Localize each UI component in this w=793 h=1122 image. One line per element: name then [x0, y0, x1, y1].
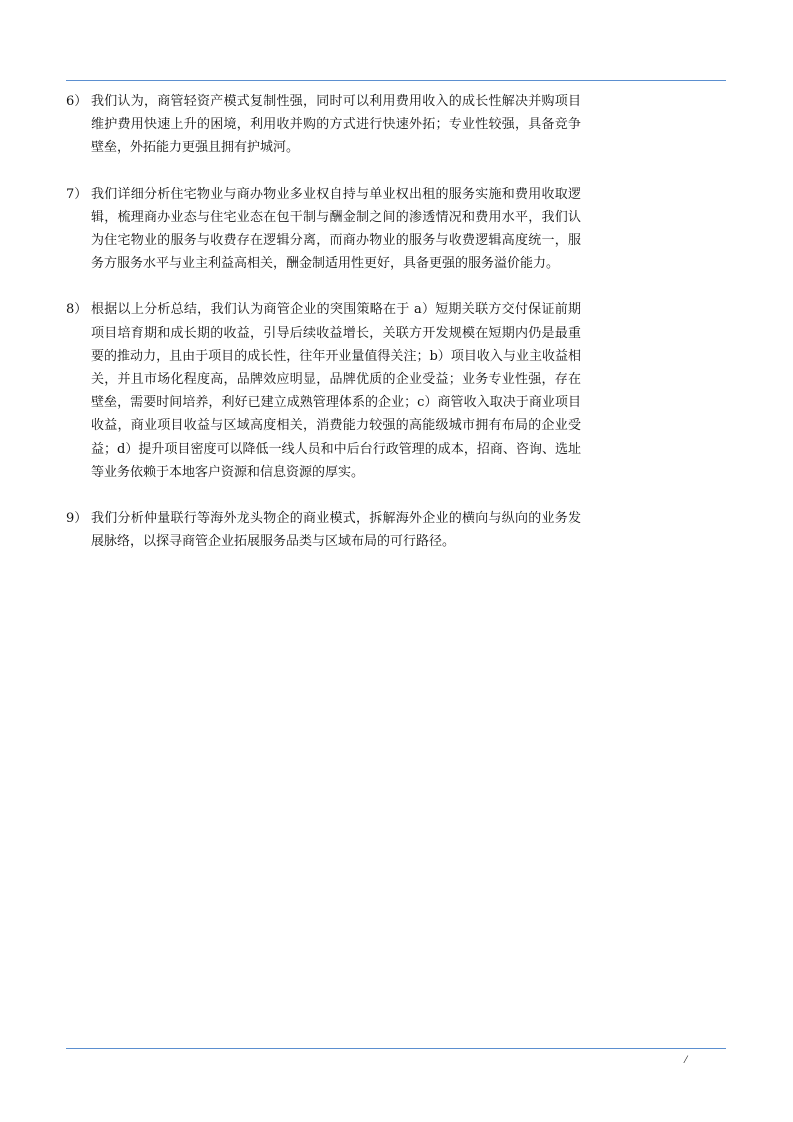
- list-item: [66, 298, 581, 484]
- list-item-number: 7）: [66, 186, 88, 202]
- body-content: [66, 90, 581, 576]
- list-item-number: 8）: [66, 302, 88, 318]
- list-item-text: 我们分析仲量联行等海外龙头物企的商业模式，拆解海外企业的横向与纵向的业务发展脉络，以探寻商管企业拓展服务品类与区域布局的可行路径。: [91, 511, 581, 550]
- footer-rule: [66, 1048, 726, 1049]
- list-item-text: 我们认为，商管轻资产模式复制性强，同时可以利用费用收入的成长性解决并购项目维护费用快速上升的困境，利用收并购的方式进行快速外拓；专业性较强，具备竞争壁垒，外拓能力更强且拥有护城河。: [91, 94, 581, 156]
- list-item-text: 我们详细分析住宅物业与商办物业多业权自持与单业权出租的服务实施和费用收取逻辑，梳理商办业态与住宅业态在包干制与酬金制之间的渗透情况和费用水平，我们认为住宅物业的服务与收费存在逻辑分离，而商办物业的服务与收费逻辑高度统一，服务方服务水平与业主利益高相关，酬金制适用性更好，具备更强的服务溢价能力。: [91, 186, 581, 272]
- list-item-text: 根据以上分析总结，我们认为商管企业的突围策略在于 a）短期关联方交付保证前期项目培育期和成长期的收益，引导后续收益增长，关联方开发规模在短期内仍是最重要的推动力，且由于项目的成长性，往年开业量值得关注；b）项目收入与业主收益相关，并且市场化程度高，品牌效应明显，品牌优质的企业受益；业务专业性强，存在壁垒，需要时间培养，利好已建立成熟管理体系的企业；c）商管收入取决于商业项目收益，商业项目收益与区域高度相关，消费能力较强的高能级城市拥有布局的企业受益；d）提升项目密度可以降低一线人员和中后台行政管理的成本，招商、咨询、选址等业务依赖于本地客户资源和信息资源的厚实。: [91, 302, 581, 480]
- page-number: /: [684, 1052, 688, 1066]
- header-rule: [66, 80, 726, 81]
- list-item: [66, 183, 581, 276]
- list-item-number: 9）: [66, 511, 88, 527]
- list-item-number: 6）: [66, 94, 88, 109]
- list-item: [66, 507, 581, 553]
- list-item: [66, 90, 581, 160]
